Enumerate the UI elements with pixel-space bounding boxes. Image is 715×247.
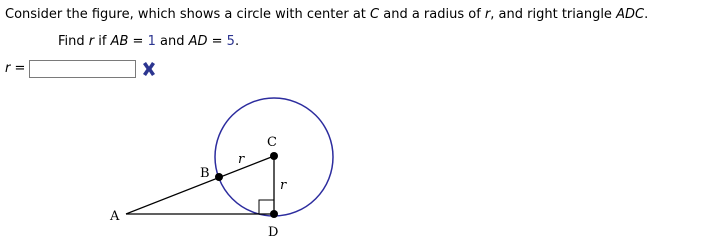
ab-value: 1	[147, 34, 156, 49]
question-after-radius: , and right triangle	[490, 7, 617, 22]
center-variable: C	[370, 7, 380, 22]
label-d: D	[268, 225, 279, 240]
label-r-radius-right: r	[280, 178, 287, 193]
answer-label-equals: =	[10, 61, 26, 76]
ab-label: AB	[110, 34, 129, 49]
label-a: A	[110, 209, 120, 224]
question-end: .	[644, 7, 649, 22]
ad-equals: =	[207, 34, 227, 49]
point-d	[270, 210, 278, 218]
ad-label: AD	[188, 34, 208, 49]
point-b	[215, 173, 223, 181]
ab-equals: =	[128, 34, 148, 49]
label-c: C	[267, 135, 277, 150]
radius-variable: r	[484, 7, 491, 22]
find-variable: r	[88, 34, 95, 49]
find-prefix: Find	[58, 34, 89, 49]
question-intro: Consider the figure, which shows a circle with center at	[5, 7, 371, 22]
label-b: B	[200, 166, 210, 181]
and-text: and	[155, 34, 189, 49]
point-c	[270, 152, 278, 160]
label-r-radius-upper: r	[238, 152, 245, 167]
triangle-variable: ADC	[616, 7, 645, 22]
ad-value: 5	[226, 34, 235, 49]
question-mid: and a radius of	[379, 7, 485, 22]
given-end: .	[234, 34, 240, 49]
segment-ac	[126, 156, 274, 214]
answer-label-variable: r	[5, 61, 11, 76]
if-text: if	[94, 34, 111, 49]
